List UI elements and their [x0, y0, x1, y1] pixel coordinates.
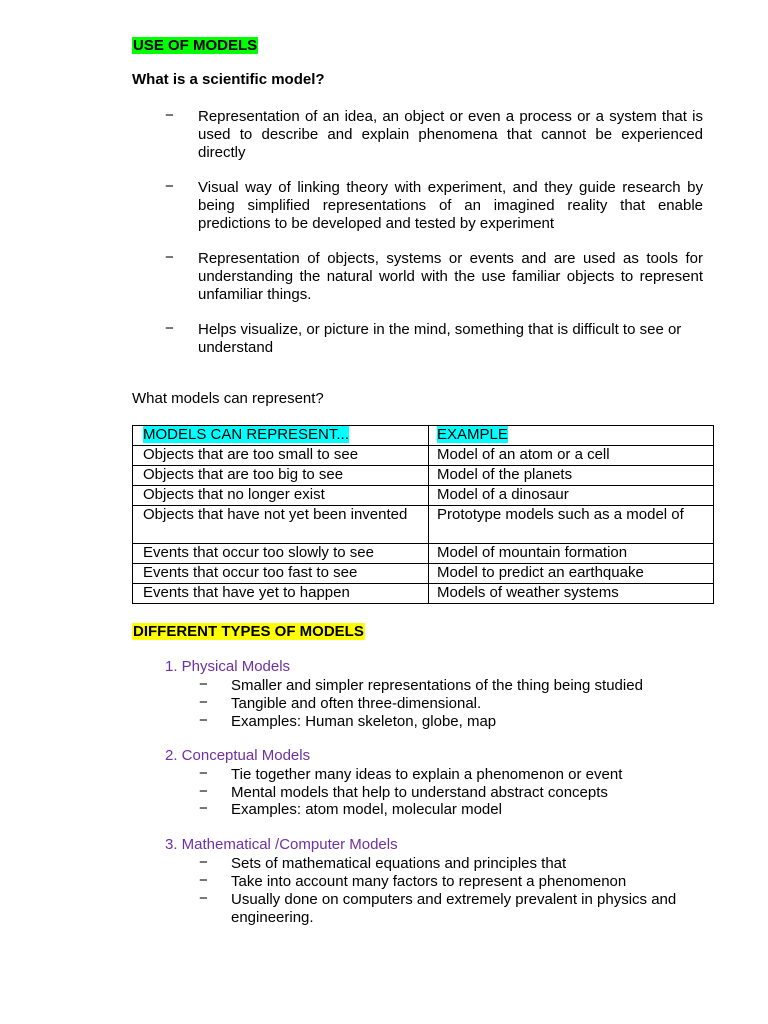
document-title-wrap: [132, 37, 258, 54]
table-cell: Model of a dinosaur: [429, 486, 714, 506]
table-cell: Objects that no longer exist: [133, 486, 429, 506]
bullet-dash: −: [199, 872, 208, 889]
types-heading: DIFFERENT TYPES OF MODELS: [133, 623, 364, 640]
table-cell: Objects that are too small to see: [133, 446, 429, 466]
table-row: [133, 544, 714, 564]
type-title: 2. Conceptual Models: [165, 747, 311, 764]
table-row: [133, 446, 714, 466]
table-header-cell: [133, 426, 429, 446]
bullet-text: Representation of objects, systems or events and are used as tools for understanding the natural world with the use familiar objects to represent unfamiliar things.: [198, 250, 703, 303]
bullet-dash: −: [199, 800, 208, 817]
bullet-dash: −: [199, 676, 208, 693]
table-cell: Events that occur too slowly to see: [133, 544, 429, 564]
type-point: Examples: Human skeleton, globe, map: [231, 713, 497, 730]
section-question: What is a scientific model?: [132, 71, 325, 88]
bullet-text: Visual way of linking theory with experiment, and they guide research by being simplified representations of an imagined reality that enable predictions to be developed and tested by experiment: [198, 179, 703, 232]
type-title: 3. Mathematical /Computer Models: [165, 836, 398, 853]
type-point: Tangible and often three-dimensional.: [231, 695, 482, 712]
table-row: [133, 506, 714, 544]
document-title: USE OF MODELS: [133, 37, 258, 54]
table-cell: Prototype models such as a model of: [429, 506, 714, 544]
bullet-dash: −: [199, 694, 208, 711]
table-question: What models can represent?: [132, 390, 324, 407]
table-cell: Models of weather systems: [429, 584, 714, 604]
bullet-dash: −: [199, 854, 208, 871]
bullet-dash: −: [165, 249, 174, 266]
type-point: Mental models that help to understand abstract concepts: [231, 784, 608, 801]
bullet-dash: −: [199, 712, 208, 729]
table-header-label: EXAMPLE: [437, 426, 508, 443]
bullet-dash: −: [165, 107, 174, 124]
table-cell: Model of mountain formation: [429, 544, 714, 564]
bullet-dash: −: [199, 783, 208, 800]
table-cell: Model of the planets: [429, 466, 714, 486]
type-point: Smaller and simpler representations of the thing being studied: [231, 677, 643, 694]
bullet-dash: −: [165, 178, 174, 195]
types-heading-wrap: [132, 623, 365, 640]
table-cell: Objects that are too big to see: [133, 466, 429, 486]
table-header-cell: [429, 426, 714, 446]
table-cell: Model of an atom or a cell: [429, 446, 714, 466]
type-title: 1. Physical Models: [165, 658, 291, 675]
models-table: [132, 425, 714, 604]
table-row: [133, 564, 714, 584]
bullet-text: Representation of an idea, an object or even a process or a system that is used to describe and explain phenomena that cannot be experienced directly: [198, 108, 703, 161]
table-row: [133, 584, 714, 604]
table-row: [133, 466, 714, 486]
table-cell: Objects that have not yet been invented: [133, 506, 429, 544]
type-point: Tie together many ideas to explain a phenomenon or event: [231, 766, 623, 783]
table-header-row: [133, 426, 714, 446]
table-cell: Events that have yet to happen: [133, 584, 429, 604]
bullet-dash: −: [165, 320, 174, 337]
table-cell: Events that occur too fast to see: [133, 564, 429, 584]
table-header-label: MODELS CAN REPRESENT...: [143, 426, 349, 443]
type-point: Usually done on computers and extremely prevalent in physics and engineering.: [231, 891, 677, 926]
table-cell: Model to predict an earthquake: [429, 564, 714, 584]
bullet-dash: −: [199, 890, 208, 907]
bullet-dash: −: [199, 765, 208, 782]
type-point: Examples: atom model, molecular model: [231, 801, 502, 818]
type-point: Sets of mathematical equations and principles that: [231, 855, 567, 872]
bullet-text: Helps visualize, or picture in the mind, something that is difficult to see or understand: [198, 321, 682, 356]
type-point: Take into account many factors to represent a phenomenon: [231, 873, 627, 890]
table-row: [133, 486, 714, 506]
